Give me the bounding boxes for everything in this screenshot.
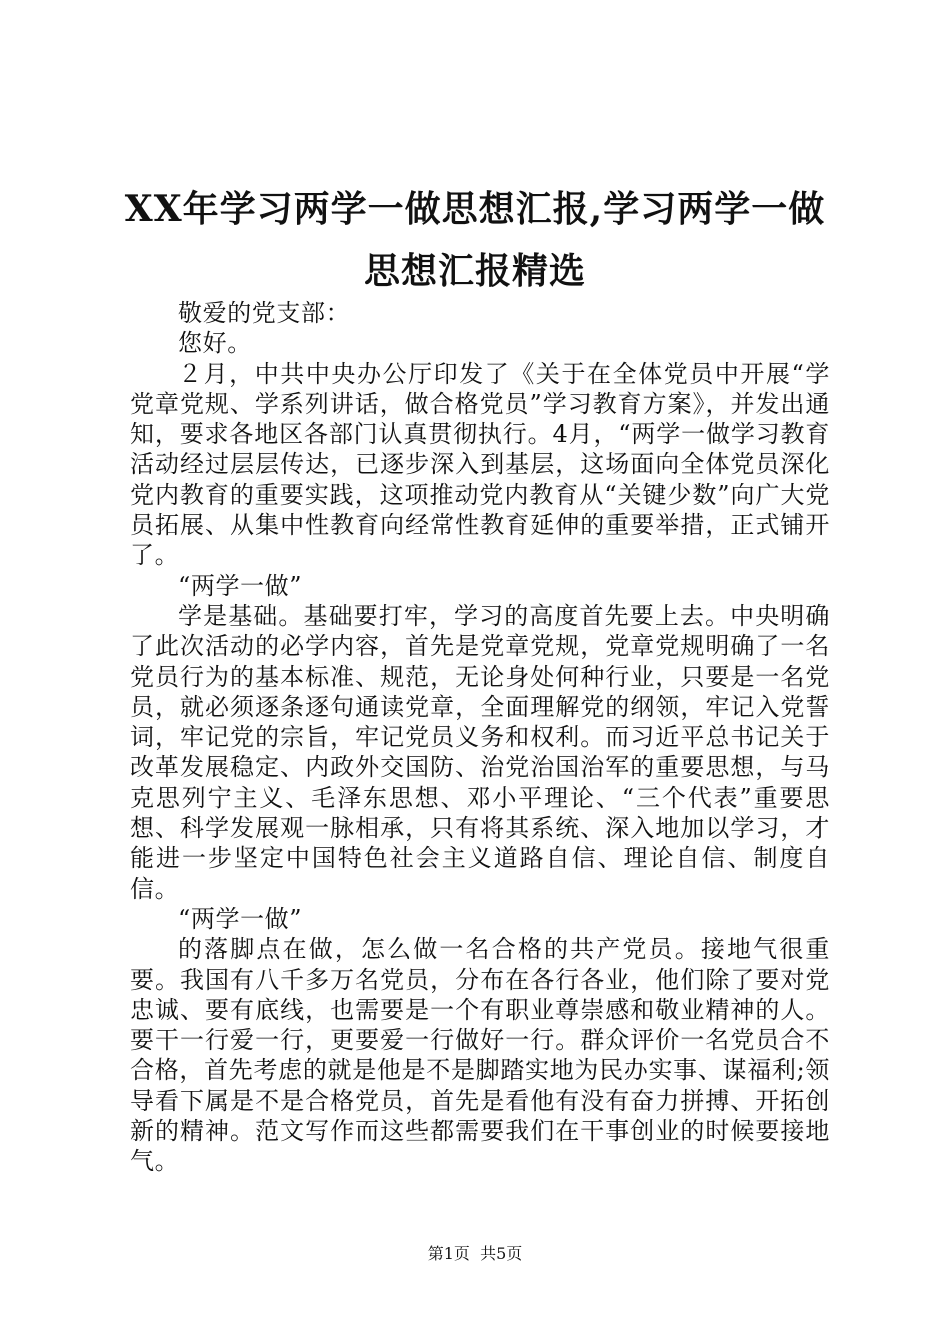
paragraph-study: 学是基础。基础要打牢，学习的高度首先要上去。中央明确了此次活动的必学内容，首先是党章党规，党章党规明确了一名党员行为的基本标准、规范，无论身处何种行业，只要是一名党员，就必须逐条逐句通读党章，全面理解党的纲领，牢记入党誓词，牢记党的宗旨，牢记党员义务和权利。而习近平总书记关于改革发展稳定、内政外交国防、治党治国治军的重要思想，与马克思列宁主义、毛泽东思想、邓小平理论、“三个代表”重要思想、科学发展观一脉相承，只有将其系统、深入地加以学习，才能进一步坚定中国特色社会主义道路自信、理论自信、制度自信。	[130, 601, 830, 903]
page-number: 第1页	[427, 1244, 470, 1263]
document-body	[130, 298, 830, 1177]
page-total: 共5页	[480, 1244, 523, 1263]
paragraph-heading-1: “两学一做”	[178, 571, 303, 600]
paragraph-heading-2: “两学一做”	[178, 904, 303, 933]
document-title: XX年学习两学一做思想汇报,学习两学一做思想汇报精选	[124, 188, 826, 292]
salutation: 敬爱的党支部：	[178, 299, 351, 327]
paragraph-practice: 的落脚点在做，怎么做一名合格的共产党员。接地气很重要。我国有八千多万名党员，分布在各行各业，他们除了要对党忠诚、要有底线，也需要是一个有职业尊崇感和敬业精神的人。要干一行爱一行，更要爱一行做好一行。群众评价一名党员合不合格，首先考虑的就是他是不是脚踏实地为民办实事、谋福利;领导看下属是不是合格党员，首先是看他有没有奋力拼搏、开拓创新的精神。范文写作而这些都需要我们在干事创业的时候要接地气。	[130, 935, 830, 1176]
page-footer	[0, 1244, 950, 1264]
paragraph-intro: ２月，中共中央办公厅印发了《关于在全体党员中开展“学党章党规、学系列讲话，做合格党员”学习教育方案》，并发出通知，要求各地区各部门认真贯彻执行。4月，“两学一做学习教育活动经过层层传达，已逐步深入到基层，这场面向全体党员深化党内教育的重要实践，这项推动党内教育从“关键少数”向广大党员拓展、从集中性教育向经常性教育延伸的重要举措，正式铺开了。	[130, 359, 830, 570]
greeting: 您好。	[178, 329, 252, 358]
